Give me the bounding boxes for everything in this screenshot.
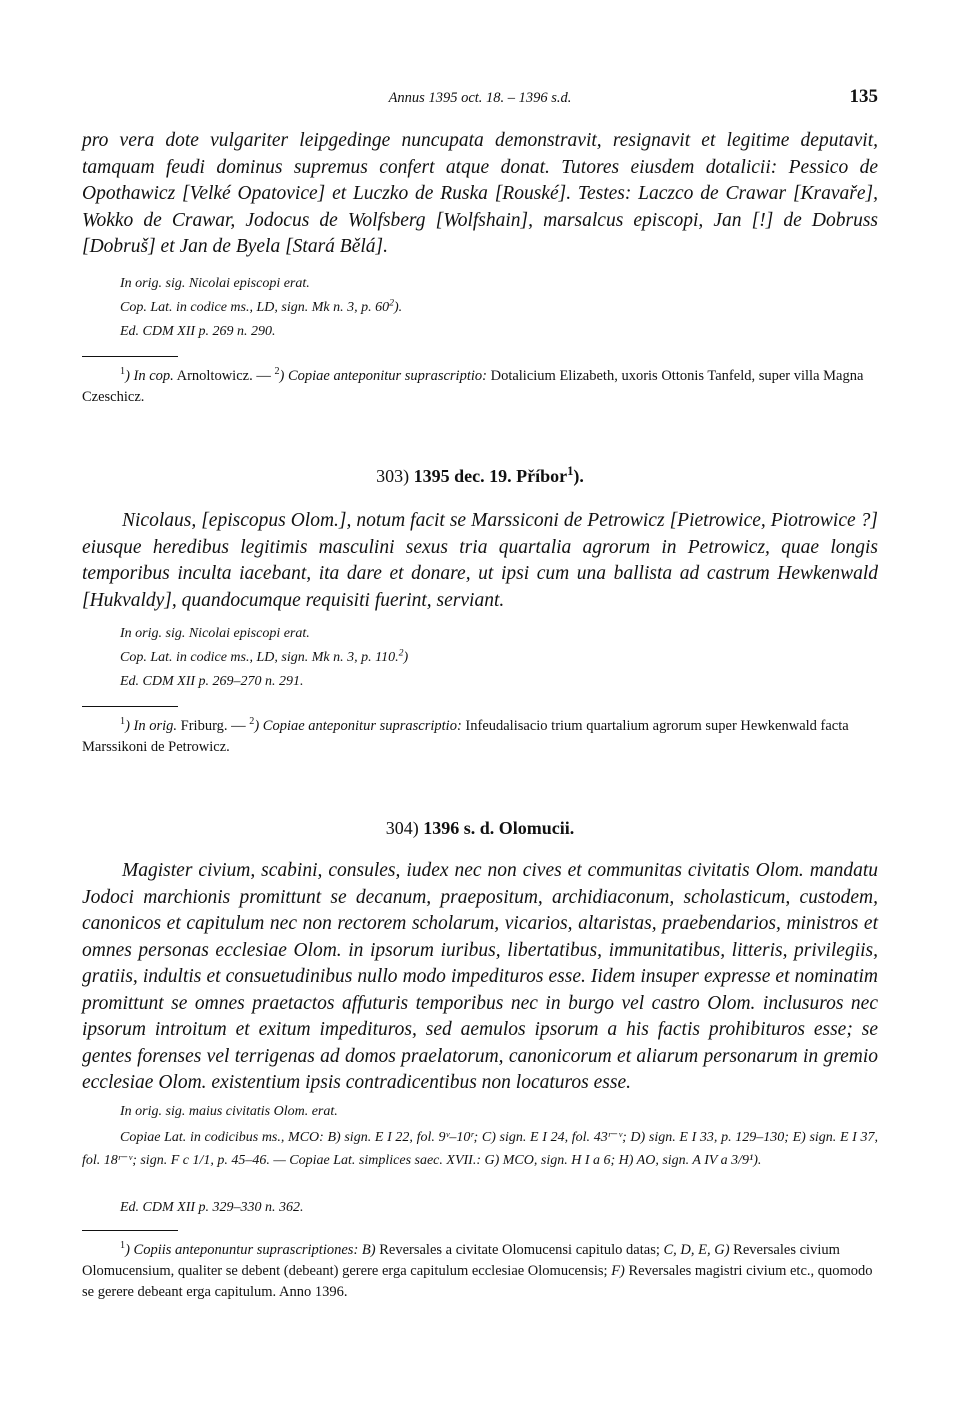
charter-date: 1395 dec. 19. Příbor$^1$). — [413, 464, 584, 486]
copy-note: Cop. Lat. in codice ms., LD, sign. Mk n. 3, p. $60^2$). — [120, 297, 403, 315]
edition-note: Ed. CDM XII p. 269 n. 290. — [120, 324, 276, 339]
charter-303-text: Nicolaus, [episcopus Olom.], notum facit se Marssiconi de Petrowicz [Pietrowice, Piotrowice ?] eiusque heredibus legitimis masculini sexus tria quartalia agrorum in Petrowicz, quae longis temporibus inculta iacebant, ita dare et donare, ut ipsi cum una ballista ad castrum Hewkenwald [Hukvaldy], quandocumque requisiti fuerint, serviant. — [82, 510, 878, 611]
running-head — [82, 86, 878, 110]
charter-number: 304) — [385, 818, 424, 838]
continuation-text: pro vera dote vulgariter leipgedinge nuncupata demonstravit, resignavit et legitime deputavit, tamquam feudi dominus supremus confert atque donat. Tutores eiusdem dotalicii: Pessico de Opothawicz [Velké Opatovice] et Luczko de Ruska [Rouské]. Testes: Laczco de Crawar [Kravaře], Wokko de Crawar, Jodocus de Wolfsberg [Wolfshain], marsalcus episcopi, Jan [!] de Dobruss [Dobruš] et Jan de Byela [Stará Bělá]. — [82, 130, 878, 257]
continuation-notes — [120, 272, 880, 344]
seal-note: In orig. sig. Nicolai episcopi erat. — [120, 626, 310, 641]
charter-303-heading — [0, 466, 960, 487]
edition-note: Ed. CDM XII p. 329–330 n. 362. — [120, 1200, 304, 1215]
charter-304-heading — [0, 818, 960, 839]
charter-date: 1396 s. d. Olomucii. — [423, 818, 575, 838]
charter-303-footnote: $^1$) In orig. Friburg. — $^2$) Copiae anteponitur suprascriptio: Infeudalisacio trium quartalium agrorum super Hewkenwald facta Marssikoni de Petrowicz. — [82, 716, 849, 755]
charter-number: 303) — [376, 466, 414, 486]
charter-304-footnote: $^1$) Copiis anteponuntur suprascriptiones: B) Reversales a civitate Olomucensi capitulo datas; C, D, E, G) Reversales civium Olomucensium, qualiter se debent (debeant) gerere erga capitulum ecclesiae Olomucensis; F) Reversales magistri civium etc., quomodo se gerere debeant erga capitulum. Anno 1396. — [82, 1240, 873, 1300]
charter-303-notes — [120, 622, 880, 694]
footnote-divider — [82, 356, 178, 357]
seal-note: In orig. sig. Nicolai episcopi erat. — [120, 276, 310, 291]
continuation-footnote: $^1$) In cop. Arnoltowicz. — $^2$) Copiae anteponitur suprascriptio: Dotalicium Elizabeth, uxoris Ottonis Tanfeld, super villa Magna Czeschicz. — [82, 366, 864, 405]
footnote-divider — [82, 706, 178, 707]
copies-note: Copiae Lat. in codicibus ms., MCO: B) sign. E I 22, fol. 9ᵛ–10ʳ; C) sign. E I 24, fol. 43ʳ⁻ᵛ; D) sign. E I 33, p. 129–130; E) sign. E I 37, fol. 18ʳ⁻ᵛ; sign. F c 1/1, p. 45–46. — Copiae Lat. simplices saec. XVII.: G) MCO, sign. H I a 6; H) AO, sign. A IV a 3/9¹). — [82, 1130, 878, 1168]
charter-304-notes — [120, 1100, 880, 1124]
edition-note: Ed. CDM XII p. 269–270 n. 291. — [120, 674, 304, 689]
charter-304-text: Magister civium, scabini, consules, iudex nec non cives et communitas civitatis Olom. mandatu Jodoci marchionis promittunt se decanum, praepositum, archidiaconum, scholasticum, custodem, canonicos et capitulum nec non rectorem scholarum, vicarios, altaristas, praebendarios, ministros et omnes personas ecclesiae Olom. in ipsorum iuribus, libertatibus, immunitatibus, litteris, privilegiis, gratiis, indultis et consuetudinibus nullo modo impedituros esse. Iidem insuper expresse et nominatim promittunt se omnes praetactos affuturis temporibus nec in burgo vel castro Olom. inclusuros nec ipsorum introitum et exitum impedituros, sed aemulos ipsorum a his factis prohibituros esse; se gentes forenses vel terrigenas ad domos praelatorum, canonicorum et aliarum personarum in gremio ecclesiae Olom. existentium ipsis contradicentibus non locaturos esse. — [82, 860, 878, 1093]
seal-note: In orig. sig. maius civitatis Olom. erat. — [120, 1104, 338, 1119]
running-title: Annus 1395 oct. 18. – 1396 s.d. — [388, 90, 572, 106]
footnote-divider — [82, 1230, 178, 1231]
page-number: 135 — [849, 86, 878, 107]
charter-304-edition — [120, 1196, 880, 1220]
copy-note: Cop. Lat. in codice ms., LD, sign. Mk n. 3, p. 110.$^2$) — [120, 647, 409, 665]
